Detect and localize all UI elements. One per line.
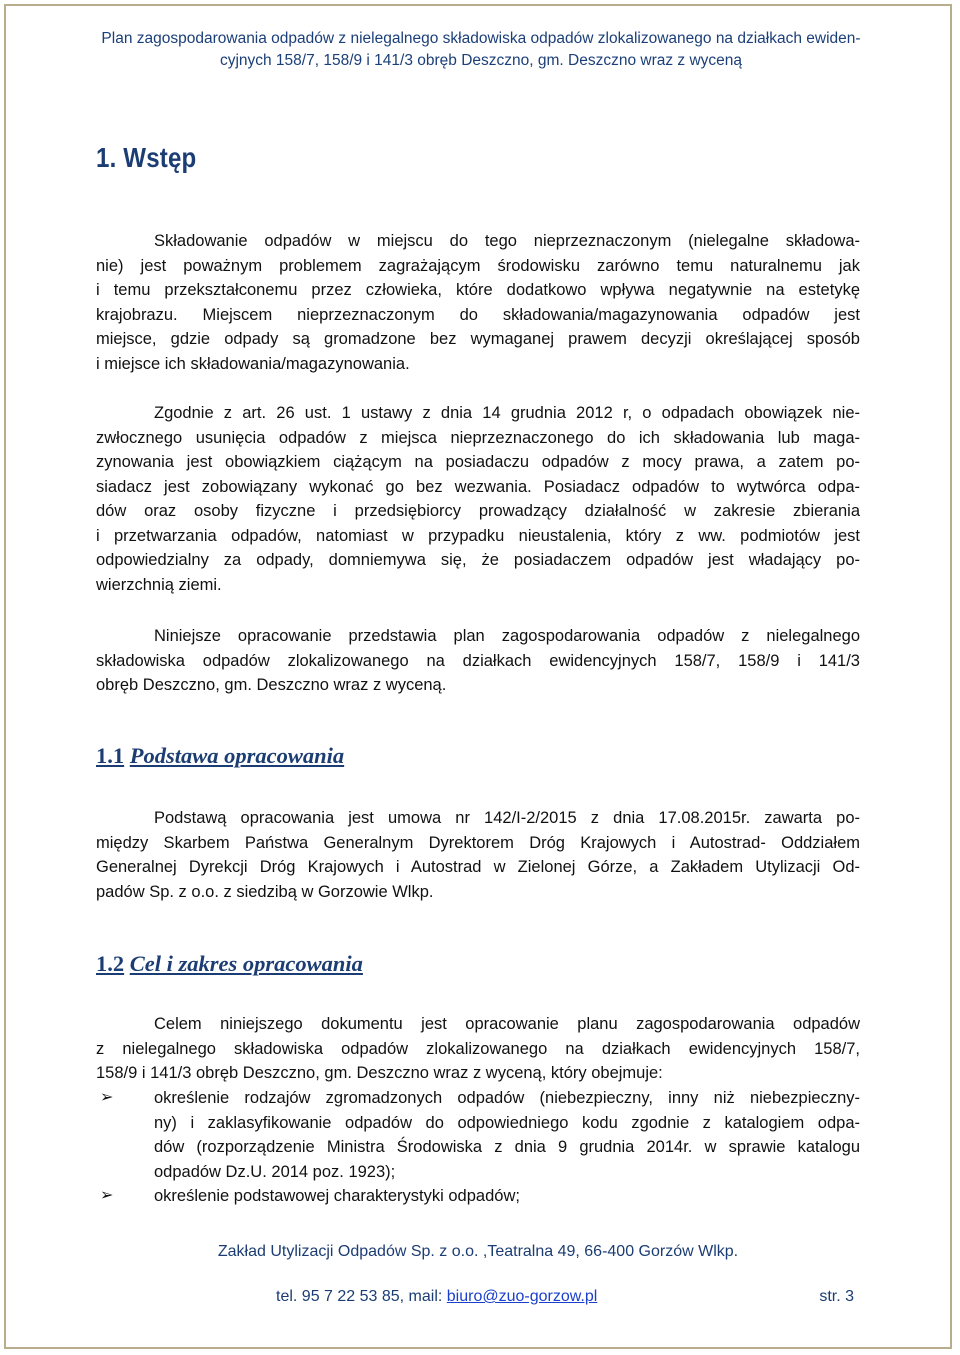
- section-title: Cel i zakres opracowania: [129, 951, 363, 976]
- paragraph-line: obręb Deszczno, gm. Deszczno wraz z wyceną.: [96, 676, 447, 694]
- paragraph-line: składowiska odpadów zlokalizowanego na działkach ewidencyjnych 158/7, 158/9 i 141/3: [96, 651, 860, 670]
- paragraph-line: i przetwarzania odpadów, natomiast w przypadku nieustalenia, który z ww. podmiotów jest: [96, 526, 860, 545]
- paragraph-line: dów oraz osoby fizyczne i przedsiębiorcy prowadzący działalność w zakresie zbierania: [96, 502, 860, 520]
- intro-paragraph-1: [96, 229, 860, 376]
- list-item: [96, 1184, 860, 1209]
- page-number: str. 3: [819, 1288, 854, 1305]
- paragraph-line: zynowania jest obowiązkiem ciążącym na posiadaczu odpadów z mocy prawa, a zatem po-: [96, 453, 860, 471]
- paragraph-line: nie) jest poważnym problemem zagrażającym środowisku zarówno temu naturalnemu jak: [96, 256, 860, 275]
- paragraph-line: wierzchnią ziemi.: [96, 575, 222, 594]
- paragraph-line: padów Sp. z o.o. z siedzibą w Gorzowie Wlkp.: [96, 882, 434, 901]
- list-item-line: dów (rozporządzenie Ministra Środowiska z dnia 9 grudnia 2014r. w sprawie katalogu: [154, 1138, 860, 1156]
- paragraph-line: Zgodnie z art. 26 ust. 1 ustawy z dnia 14 grudnia 2012 r, o odpadach obowiązek nie-: [154, 404, 860, 422]
- paragraph-line: Celem niniejszego dokumentu jest opracowanie planu zagospodarowania odpadów: [154, 1015, 860, 1033]
- section-title: Podstawa opracowania: [129, 743, 345, 768]
- paragraph-line: Składowanie odpadów w miejscu do tego nieprzeznaczonym (nielegalne składowa-: [154, 232, 860, 250]
- paragraph-line: z nielegalnego składowiska odpadów zlokalizowanego na działkach ewidencyjnych 158/7,: [96, 1039, 860, 1058]
- paragraph-line: odpowiedzialny za odpady, domniemywa się, że posiadaczem odpadów jest władający po-: [96, 551, 860, 569]
- paragraph-line: siadacz jest zobowiązany wykonać go bez wezwania. Posiadacz odpadów to wytwórca odpa-: [96, 477, 860, 496]
- paragraph-line: i temu przekształconemu przez człowieka, które dodatkowo wpływa negatywnie na estetykę: [96, 281, 860, 299]
- list-item-line: określenie podstawowej charakterystyki odpadów;: [154, 1187, 520, 1205]
- intro-paragraph-3: [96, 624, 860, 698]
- paragraph-line: między Skarbem Państwa Generalnym Dyrektorem Dróg Krajowych i Autostrad- Oddziałem: [96, 833, 860, 852]
- list-item-line: określenie rodzajów zgromadzonych odpadów (niebezpieczny, inny niż niebezpieczny-: [154, 1089, 860, 1107]
- paragraph-line: Niniejsze opracowanie przedstawia plan zagospodarowania odpadów z nielegalnego: [154, 627, 860, 645]
- arrow-bullet-icon: ➢: [100, 1187, 114, 1204]
- list-item: [96, 1086, 860, 1184]
- section-number: 1.1: [96, 743, 125, 768]
- list-item-line: ny) i zaklasyfikowanie odpadów do odpowiedniego kodu zgodnie z katalogiem odpa-: [154, 1113, 860, 1132]
- email-link[interactable]: biuro@zuo-gorzow.pl: [446, 1288, 598, 1305]
- header-line: cyjnych 158/7, 158/9 i 141/3 obręb Deszczno, gm. Deszczno wraz z wyceną: [219, 52, 743, 69]
- running-header: [96, 28, 866, 72]
- footer-company: Zakład Utylizacji Odpadów Sp. z o.o. ,Teatralna 49, 66-400 Gorzów Wlkp.: [217, 1243, 739, 1260]
- scope-paragraph: [96, 1012, 860, 1086]
- list-item-line: odpadów Dz.U. 2014 poz. 1923);: [154, 1162, 396, 1181]
- paragraph-line: Generalnej Dyrekcji Dróg Krajowych i Autostrad w Zielonej Górze, a Zakładem Utylizacji Od-: [96, 858, 860, 876]
- paragraph-line: zwłocznego usunięcia odpadów z miejsca nieprzeznaczonego do ich składowania lub maga-: [96, 428, 860, 447]
- intro-paragraph-2: [96, 401, 860, 597]
- header-line: Plan zagospodarowania odpadów z nielegalnego składowiska odpadów zlokalizowanego na działkach ewiden-: [101, 30, 861, 47]
- paragraph-line: i miejsce ich składowania/magazynowania.: [96, 354, 410, 373]
- paragraph-line: krajobrazu. Miejscem nieprzeznaczonym do składowania/magazynowania odpadów jest: [96, 305, 860, 324]
- arrow-bullet-icon: ➢: [100, 1089, 114, 1106]
- footer-phone: tel. 95 7 22 53 85, mail:: [276, 1288, 447, 1305]
- scope-bullet-list: [96, 1086, 860, 1209]
- footer-contact: [276, 1288, 597, 1306]
- section-heading-intro: 1. Wstęp: [96, 142, 197, 173]
- section-number: 1.2: [96, 951, 125, 976]
- basis-paragraph: [96, 806, 860, 904]
- paragraph-line: Podstawą opracowania jest umowa nr 142/I-2/2015 z dnia 17.08.2015r. zawarta po-: [154, 809, 860, 827]
- paragraph-line: miejsce, gdzie odpady są gromadzone bez wymaganej prawem decyzji określającej sposób: [96, 330, 860, 348]
- section-heading-scope: [96, 951, 363, 977]
- section-heading-basis: [96, 743, 344, 769]
- paragraph-line: 158/9 i 141/3 obręb Deszczno, gm. Deszczno wraz z wyceną, który obejmuje:: [96, 1064, 663, 1082]
